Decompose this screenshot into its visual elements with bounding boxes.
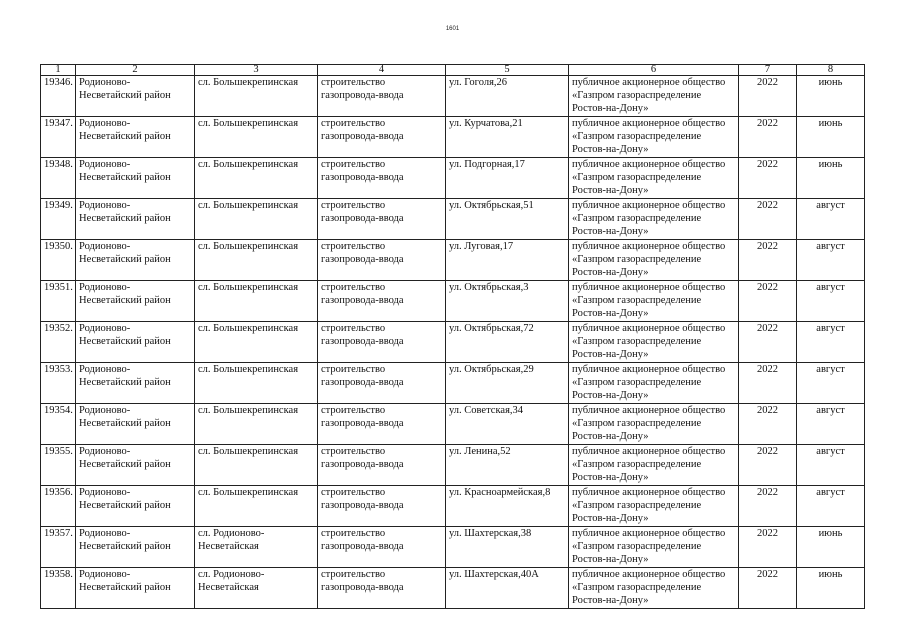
- table-row: [41, 117, 865, 158]
- district-line: Родионово-: [79, 200, 131, 211]
- organization-line: «Газпром газораспределение: [572, 90, 702, 101]
- district-line: Несветайский район: [79, 582, 171, 593]
- row-number-cell: 19350.: [41, 240, 76, 281]
- settlement-line: сл. Родионово-: [198, 528, 265, 539]
- organization-line: Ростов-на-Дону»: [572, 595, 649, 606]
- settlement-cell: [195, 363, 318, 404]
- settlement-cell: [195, 445, 318, 486]
- organization-line: публичное акционерное общество: [572, 487, 726, 498]
- year-cell: 2022: [739, 363, 797, 404]
- organization-line: «Газпром газораспределение: [572, 582, 702, 593]
- settlement-cell: [195, 240, 318, 281]
- settlement-line: сл. Большекрепинская: [198, 118, 299, 129]
- district-line: Несветайский район: [79, 172, 171, 183]
- work-type-line: газопровода-ввода: [321, 500, 404, 511]
- year-cell: 2022: [739, 281, 797, 322]
- organization-cell: [569, 158, 739, 199]
- work-type-line: строительство: [321, 405, 386, 416]
- row-number-cell: 19349.: [41, 199, 76, 240]
- address-cell: ул. Октябрьская,51: [446, 199, 569, 240]
- district-cell: [76, 158, 195, 199]
- settlement-cell: [195, 281, 318, 322]
- district-line: Родионово-: [79, 159, 131, 170]
- organization-line: «Газпром газораспределение: [572, 418, 702, 429]
- organization-line: «Газпром газораспределение: [572, 377, 702, 388]
- month-cell: август: [797, 445, 865, 486]
- organization-line: публичное акционерное общество: [572, 282, 726, 293]
- year-cell: 2022: [739, 199, 797, 240]
- year-cell: 2022: [739, 568, 797, 609]
- settlement-line: Несветайская: [198, 582, 259, 593]
- organization-line: публичное акционерное общество: [572, 323, 726, 334]
- address-cell: ул. Октябрьская,29: [446, 363, 569, 404]
- row-number-cell: 19354.: [41, 404, 76, 445]
- work-type-line: строительство: [321, 282, 386, 293]
- organization-line: «Газпром газораспределение: [572, 254, 702, 265]
- month-cell: август: [797, 363, 865, 404]
- district-line: Несветайский район: [79, 336, 171, 347]
- district-cell: [76, 445, 195, 486]
- year-cell: 2022: [739, 445, 797, 486]
- organization-line: публичное акционерное общество: [572, 364, 726, 375]
- organization-line: Ростов-на-Дону»: [572, 308, 649, 319]
- work-type-line: строительство: [321, 241, 386, 252]
- work-type-cell: [318, 117, 446, 158]
- row-number-cell: 19348.: [41, 158, 76, 199]
- work-type-line: строительство: [321, 446, 386, 457]
- organization-line: Ростов-на-Дону»: [572, 431, 649, 442]
- work-type-cell: [318, 76, 446, 117]
- settlement-cell: [195, 404, 318, 445]
- organization-cell: [569, 76, 739, 117]
- work-type-line: газопровода-ввода: [321, 541, 404, 552]
- address-cell: ул. Луговая,17: [446, 240, 569, 281]
- month-cell: август: [797, 281, 865, 322]
- organization-line: «Газпром газораспределение: [572, 336, 702, 347]
- district-cell: [76, 76, 195, 117]
- organization-cell: [569, 117, 739, 158]
- column-header-2: 2: [76, 65, 195, 76]
- month-cell: август: [797, 322, 865, 363]
- year-cell: 2022: [739, 486, 797, 527]
- table-row: [41, 527, 865, 568]
- district-line: Несветайский район: [79, 541, 171, 552]
- district-line: Несветайский район: [79, 377, 171, 388]
- month-cell: август: [797, 486, 865, 527]
- month-cell: август: [797, 404, 865, 445]
- address-cell: ул. Ленина,52: [446, 445, 569, 486]
- column-header-6: 6: [569, 65, 739, 76]
- district-cell: [76, 199, 195, 240]
- district-line: Родионово-: [79, 77, 131, 88]
- organization-line: Ростов-на-Дону»: [572, 144, 649, 155]
- work-type-line: строительство: [321, 118, 386, 129]
- organization-line: публичное акционерное общество: [572, 405, 726, 416]
- address-cell: ул. Октябрьская,3: [446, 281, 569, 322]
- address-cell: ул. Гоголя,26: [446, 76, 569, 117]
- organization-line: публичное акционерное общество: [572, 528, 726, 539]
- district-line: Родионово-: [79, 487, 131, 498]
- work-type-line: строительство: [321, 364, 386, 375]
- table-row: [41, 445, 865, 486]
- organization-line: публичное акционерное общество: [572, 241, 726, 252]
- district-line: Несветайский район: [79, 295, 171, 306]
- district-line: Родионово-: [79, 118, 131, 129]
- settlement-cell: [195, 527, 318, 568]
- work-type-cell: [318, 527, 446, 568]
- district-line: Несветайский район: [79, 500, 171, 511]
- row-number-cell: 19357.: [41, 527, 76, 568]
- work-type-line: газопровода-ввода: [321, 418, 404, 429]
- district-cell: [76, 527, 195, 568]
- work-type-line: газопровода-ввода: [321, 90, 404, 101]
- table-row: [41, 322, 865, 363]
- district-line: Несветайский район: [79, 459, 171, 470]
- row-number-cell: 19352.: [41, 322, 76, 363]
- district-cell: [76, 240, 195, 281]
- month-cell: август: [797, 199, 865, 240]
- organization-line: «Газпром газораспределение: [572, 172, 702, 183]
- district-cell: [76, 117, 195, 158]
- work-type-line: строительство: [321, 487, 386, 498]
- year-cell: 2022: [739, 117, 797, 158]
- district-cell: [76, 363, 195, 404]
- settlement-line: сл. Большекрепинская: [198, 77, 299, 88]
- month-cell: июнь: [797, 117, 865, 158]
- district-cell: [76, 281, 195, 322]
- district-line: Родионово-: [79, 241, 131, 252]
- table-row: [41, 281, 865, 322]
- address-cell: ул. Октябрьская,72: [446, 322, 569, 363]
- column-header-8: 8: [797, 65, 865, 76]
- settlement-line: сл. Большекрепинская: [198, 405, 299, 416]
- organization-line: «Газпром газораспределение: [572, 131, 702, 142]
- organization-line: Ростов-на-Дону»: [572, 349, 649, 360]
- table-row: [41, 199, 865, 240]
- organization-line: Ростов-на-Дону»: [572, 226, 649, 237]
- work-type-cell: [318, 199, 446, 240]
- address-cell: ул. Шахтерская,40А: [446, 568, 569, 609]
- month-cell: июнь: [797, 158, 865, 199]
- table-row: [41, 363, 865, 404]
- district-line: Несветайский район: [79, 254, 171, 265]
- work-type-cell: [318, 568, 446, 609]
- address-cell: ул. Подгорная,17: [446, 158, 569, 199]
- year-cell: 2022: [739, 76, 797, 117]
- address-cell: ул. Шахтерская,38: [446, 527, 569, 568]
- organization-line: «Газпром газораспределение: [572, 213, 702, 224]
- organization-line: Ростов-на-Дону»: [572, 513, 649, 524]
- organization-line: публичное акционерное общество: [572, 77, 726, 88]
- column-header-4: 4: [318, 65, 446, 76]
- work-type-cell: [318, 404, 446, 445]
- organization-line: Ростов-на-Дону»: [572, 267, 649, 278]
- work-type-line: газопровода-ввода: [321, 213, 404, 224]
- address-cell: ул. Советская,34: [446, 404, 569, 445]
- organization-line: публичное акционерное общество: [572, 159, 726, 170]
- organization-cell: [569, 322, 739, 363]
- column-number-header: [41, 65, 865, 76]
- column-header-3: 3: [195, 65, 318, 76]
- settlement-line: сл. Большекрепинская: [198, 446, 299, 457]
- settlement-line: сл. Большекрепинская: [198, 241, 299, 252]
- organization-line: «Газпром газораспределение: [572, 459, 702, 470]
- gas-connection-table: [40, 64, 865, 609]
- settlement-cell: [195, 568, 318, 609]
- settlement-line: сл. Большекрепинская: [198, 487, 299, 498]
- organization-cell: [569, 568, 739, 609]
- district-line: Родионово-: [79, 569, 131, 580]
- district-line: Несветайский район: [79, 90, 171, 101]
- work-type-line: строительство: [321, 200, 386, 211]
- column-header-1: 1: [41, 65, 76, 76]
- work-type-line: строительство: [321, 323, 386, 334]
- work-type-line: газопровода-ввода: [321, 295, 404, 306]
- work-type-cell: [318, 445, 446, 486]
- district-line: Родионово-: [79, 446, 131, 457]
- column-header-5: 5: [446, 65, 569, 76]
- settlement-cell: [195, 199, 318, 240]
- work-type-cell: [318, 322, 446, 363]
- organization-cell: [569, 240, 739, 281]
- work-type-line: газопровода-ввода: [321, 582, 404, 593]
- work-type-line: строительство: [321, 528, 386, 539]
- work-type-line: газопровода-ввода: [321, 377, 404, 388]
- work-type-line: газопровода-ввода: [321, 336, 404, 347]
- year-cell: 2022: [739, 527, 797, 568]
- organization-line: Ростов-на-Дону»: [572, 390, 649, 401]
- work-type-line: газопровода-ввода: [321, 459, 404, 470]
- district-cell: [76, 568, 195, 609]
- settlement-line: сл. Большекрепинская: [198, 159, 299, 170]
- page-number: 1601: [445, 26, 460, 32]
- address-cell: ул. Красноармейская,8: [446, 486, 569, 527]
- district-line: Несветайский район: [79, 131, 171, 142]
- district-line: Несветайский район: [79, 418, 171, 429]
- district-line: Родионово-: [79, 528, 131, 539]
- month-cell: июнь: [797, 76, 865, 117]
- organization-line: «Газпром газораспределение: [572, 295, 702, 306]
- district-cell: [76, 404, 195, 445]
- work-type-cell: [318, 158, 446, 199]
- organization-line: «Газпром газораспределение: [572, 500, 702, 511]
- settlement-cell: [195, 117, 318, 158]
- district-line: Родионово-: [79, 282, 131, 293]
- row-number-cell: 19351.: [41, 281, 76, 322]
- district-cell: [76, 322, 195, 363]
- row-number-cell: 19347.: [41, 117, 76, 158]
- organization-cell: [569, 199, 739, 240]
- settlement-cell: [195, 76, 318, 117]
- table-row: [41, 568, 865, 609]
- year-cell: 2022: [739, 322, 797, 363]
- year-cell: 2022: [739, 240, 797, 281]
- row-number-cell: 19358.: [41, 568, 76, 609]
- work-type-line: строительство: [321, 159, 386, 170]
- address-cell: ул. Курчатова,21: [446, 117, 569, 158]
- district-line: Родионово-: [79, 323, 131, 334]
- row-number-cell: 19353.: [41, 363, 76, 404]
- organization-line: публичное акционерное общество: [572, 200, 726, 211]
- settlement-line: сл. Большекрепинская: [198, 200, 299, 211]
- table-row: [41, 76, 865, 117]
- organization-cell: [569, 363, 739, 404]
- table-row: [41, 240, 865, 281]
- work-type-cell: [318, 486, 446, 527]
- settlement-line: Несветайская: [198, 541, 259, 552]
- table-row: [41, 486, 865, 527]
- work-type-cell: [318, 363, 446, 404]
- work-type-line: газопровода-ввода: [321, 131, 404, 142]
- organization-cell: [569, 527, 739, 568]
- organization-line: публичное акционерное общество: [572, 446, 726, 457]
- organization-cell: [569, 404, 739, 445]
- organization-line: Ростов-на-Дону»: [572, 185, 649, 196]
- month-cell: июнь: [797, 568, 865, 609]
- row-number-cell: 19346.: [41, 76, 76, 117]
- organization-line: Ростов-на-Дону»: [572, 554, 649, 565]
- organization-cell: [569, 281, 739, 322]
- district-line: Родионово-: [79, 405, 131, 416]
- district-line: Несветайский район: [79, 213, 171, 224]
- organization-line: Ростов-на-Дону»: [572, 103, 649, 114]
- work-type-line: строительство: [321, 569, 386, 580]
- work-type-line: строительство: [321, 77, 386, 88]
- settlement-line: сл. Родионово-: [198, 569, 265, 580]
- month-cell: август: [797, 240, 865, 281]
- district-line: Родионово-: [79, 364, 131, 375]
- work-type-cell: [318, 281, 446, 322]
- organization-cell: [569, 445, 739, 486]
- year-cell: 2022: [739, 404, 797, 445]
- work-type-cell: [318, 240, 446, 281]
- work-type-line: газопровода-ввода: [321, 254, 404, 265]
- year-cell: 2022: [739, 158, 797, 199]
- settlement-line: сл. Большекрепинская: [198, 364, 299, 375]
- settlement-line: сл. Большекрепинская: [198, 282, 299, 293]
- row-number-cell: 19356.: [41, 486, 76, 527]
- organization-line: «Газпром газораспределение: [572, 541, 702, 552]
- table-row: [41, 404, 865, 445]
- table-row: [41, 158, 865, 199]
- settlement-cell: [195, 486, 318, 527]
- settlement-line: сл. Большекрепинская: [198, 323, 299, 334]
- month-cell: июнь: [797, 527, 865, 568]
- organization-line: публичное акционерное общество: [572, 118, 726, 129]
- organization-line: публичное акционерное общество: [572, 569, 726, 580]
- work-type-line: газопровода-ввода: [321, 172, 404, 183]
- row-number-cell: 19355.: [41, 445, 76, 486]
- settlement-cell: [195, 322, 318, 363]
- district-cell: [76, 486, 195, 527]
- settlement-cell: [195, 158, 318, 199]
- column-header-7: 7: [739, 65, 797, 76]
- organization-line: Ростов-на-Дону»: [572, 472, 649, 483]
- organization-cell: [569, 486, 739, 527]
